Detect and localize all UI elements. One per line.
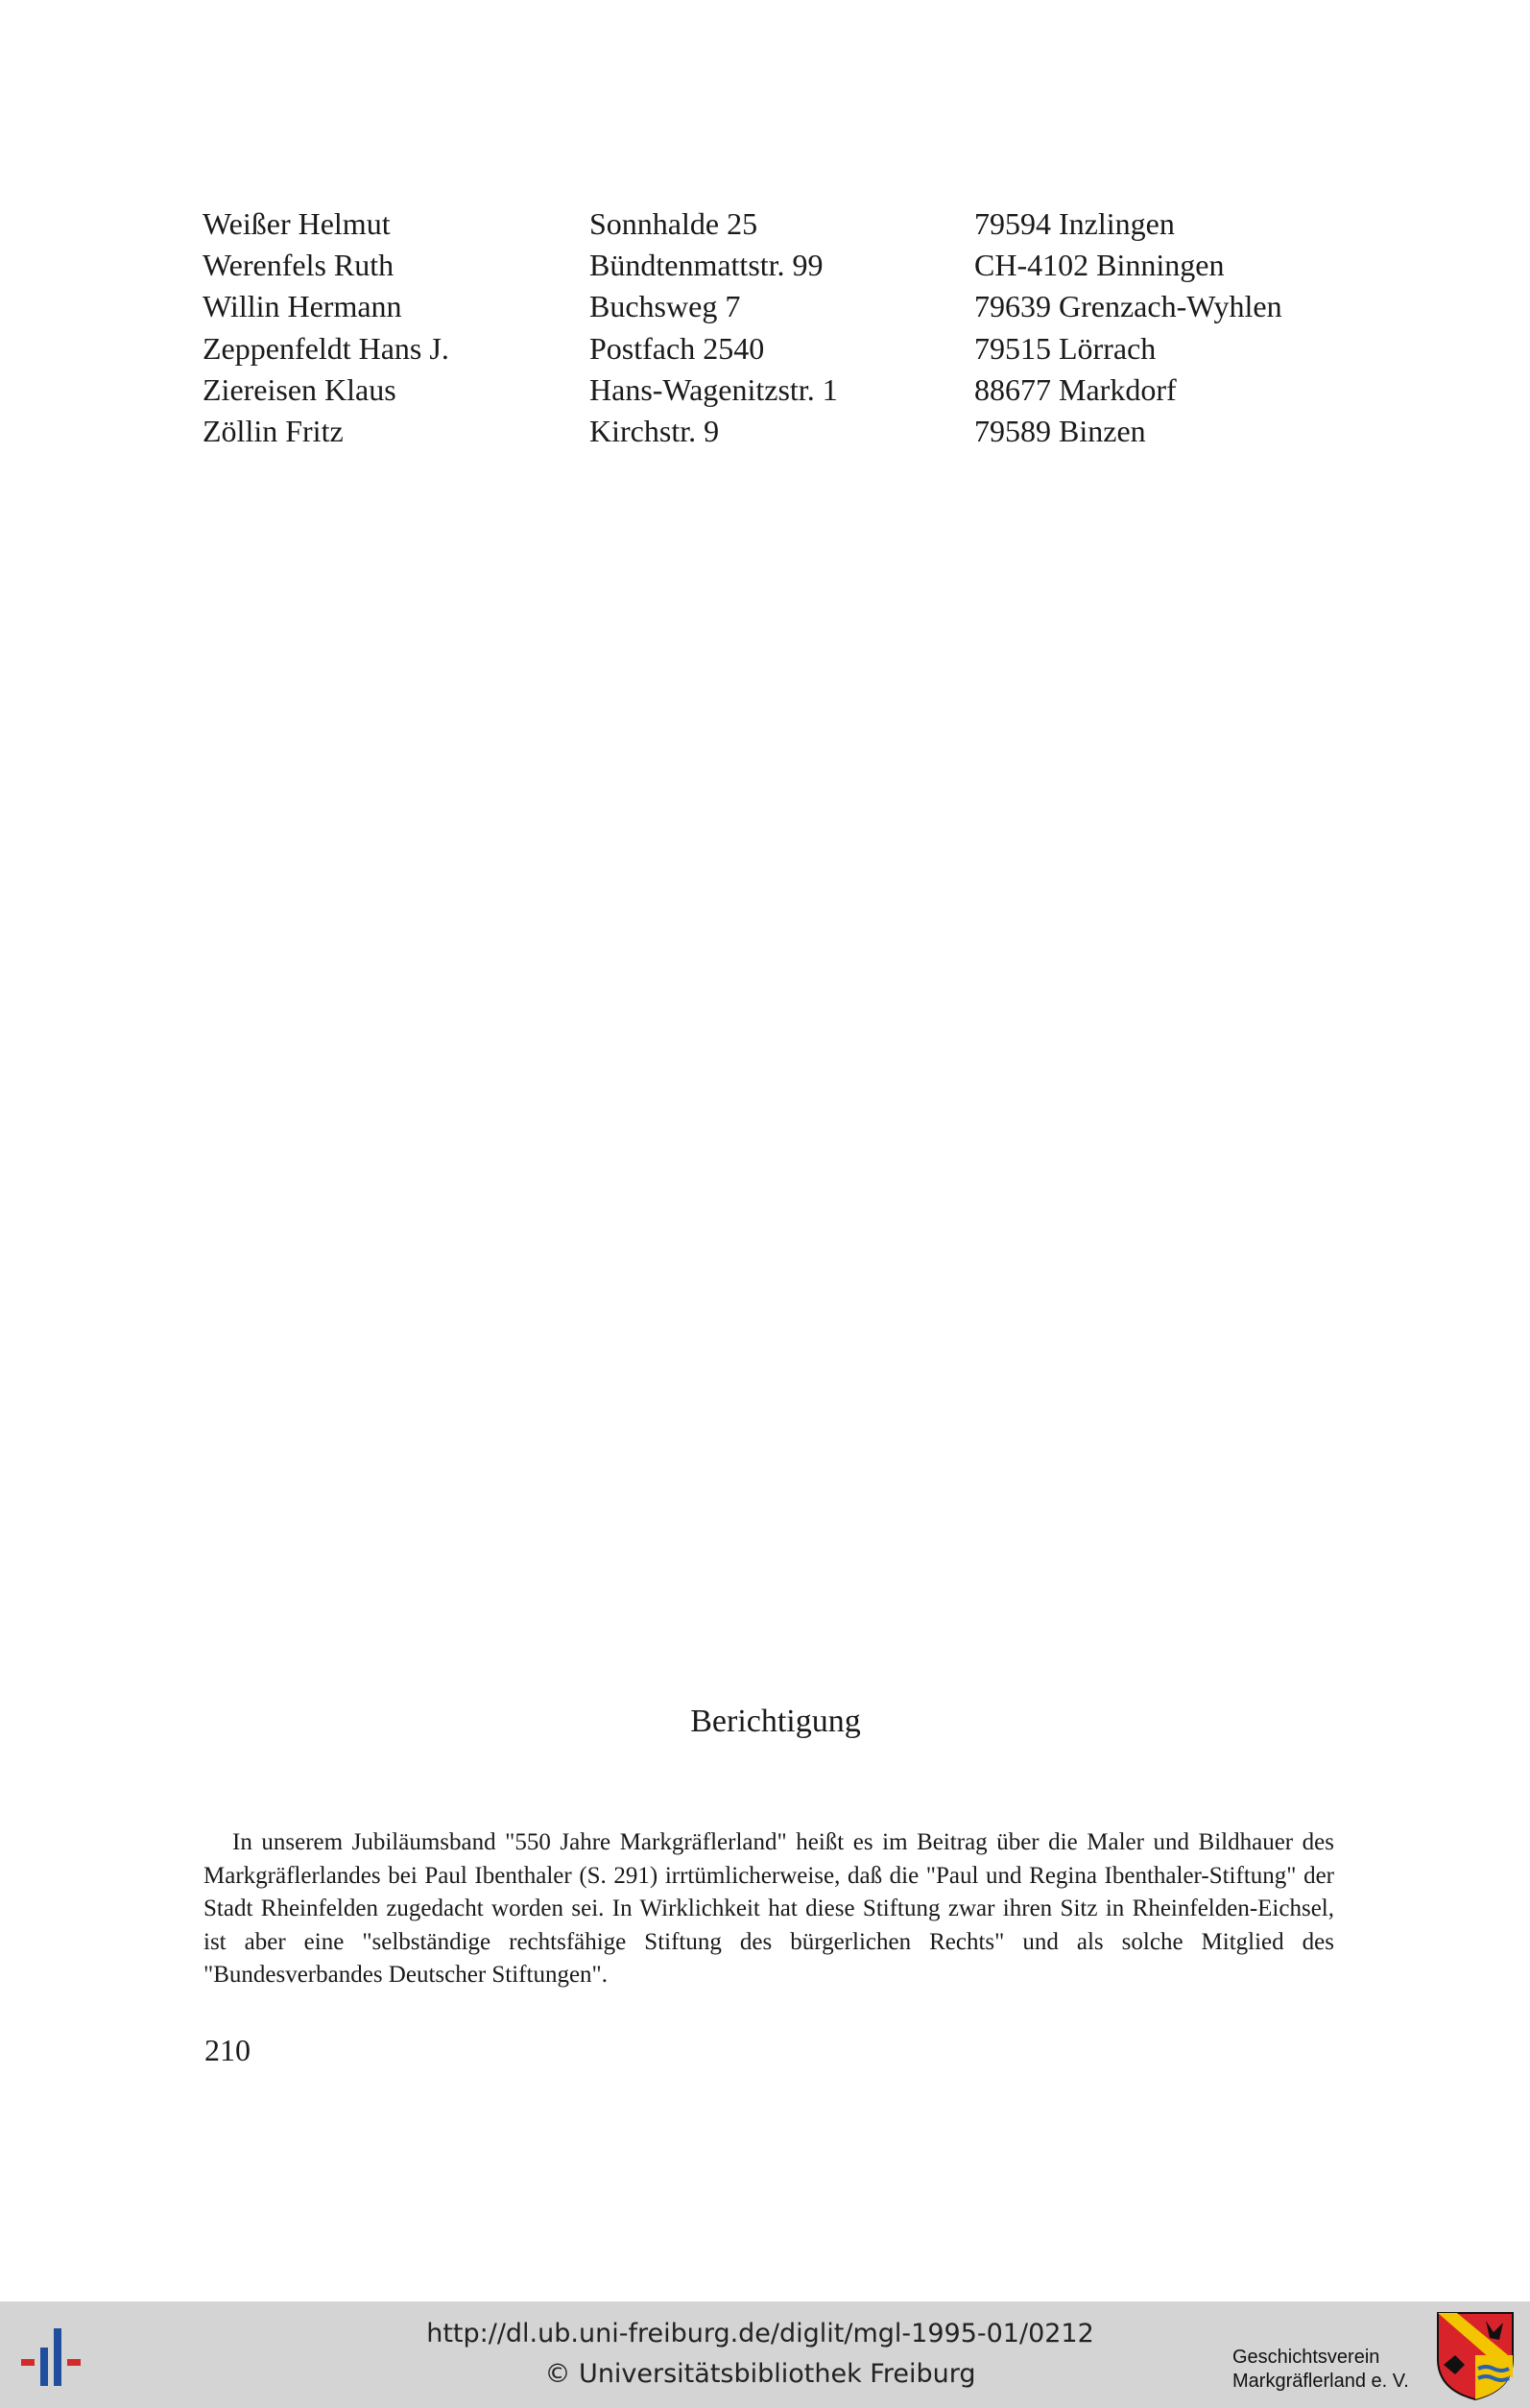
member-name: Ziereisen Klaus [203,371,396,407]
page-number: 210 [204,2033,251,2067]
member-city: 79589 Binzen [974,413,1146,448]
document-url-link[interactable]: http://dl.ub.uni-freiburg.de/diglit/mgl-1995-01/0212 [426,2319,1094,2348]
member-name: Zöllin Fritz [203,413,344,448]
correction-notice: In unserem Jubiläumsband "550 Jahre Markgräflerland" heißt es im Beitrag über die Maler und Bildhauer des Markgräflerlandes bei Paul Ibenthaler (S. 291) irrtümlicherweise, daß die "Paul und Regina Ibenthaler-Stiftung" der Stadt Rheinfelden zugedacht worden sei. In Wirklichkeit hat diese Stiftung zwar ihren Sitz in Rheinfelden-Eichsel, ist aber eine "selbständige rechtsfähige Stiftung des bürgerlichen Rechts" und als solche Mitglied des "Bundesverbandes Deutscher Stiftungen". [203,1829,1334,1989]
member-name: Willin Hermann [203,289,402,324]
member-street: Kirchstr. 9 [589,413,720,448]
member-city: 88677 Markdorf [974,371,1177,407]
member-city: 79639 Grenzach-Wyhlen [974,289,1282,324]
member-row [203,411,1354,452]
copyright-text: © Universitätsbibliothek Freiburg [544,2359,976,2389]
member-street: Bündtenmattstr. 99 [589,248,824,283]
member-city: CH-4102 Binningen [974,248,1225,283]
coat-of-arms-icon [1436,2311,1515,2401]
member-street: Sonnhalde 25 [589,206,758,241]
member-city: 79515 Lörrach [974,330,1157,366]
member-street: Buchsweg 7 [589,289,741,324]
member-row [203,328,1354,370]
member-name: Werenfels Ruth [203,248,394,283]
section-title: Berichtigung [690,1704,861,1739]
member-row [203,370,1354,411]
member-list [203,203,1354,452]
member-row [203,203,1354,245]
member-name: Zeppenfeldt Hans J. [203,330,449,366]
society-name [1232,2346,1424,2394]
member-row [203,286,1354,327]
society-line: Geschichtsverein [1232,2347,1380,2368]
society-line: Markgräflerland e. V. [1232,2371,1409,2392]
member-street: Hans-Wagenitzstr. 1 [589,371,838,407]
member-row [203,245,1354,286]
member-city: 79594 Inzlingen [974,206,1175,241]
member-street: Postfach 2540 [589,330,765,366]
member-name: Weißer Helmut [203,206,391,241]
footer-bar [0,2301,1530,2408]
